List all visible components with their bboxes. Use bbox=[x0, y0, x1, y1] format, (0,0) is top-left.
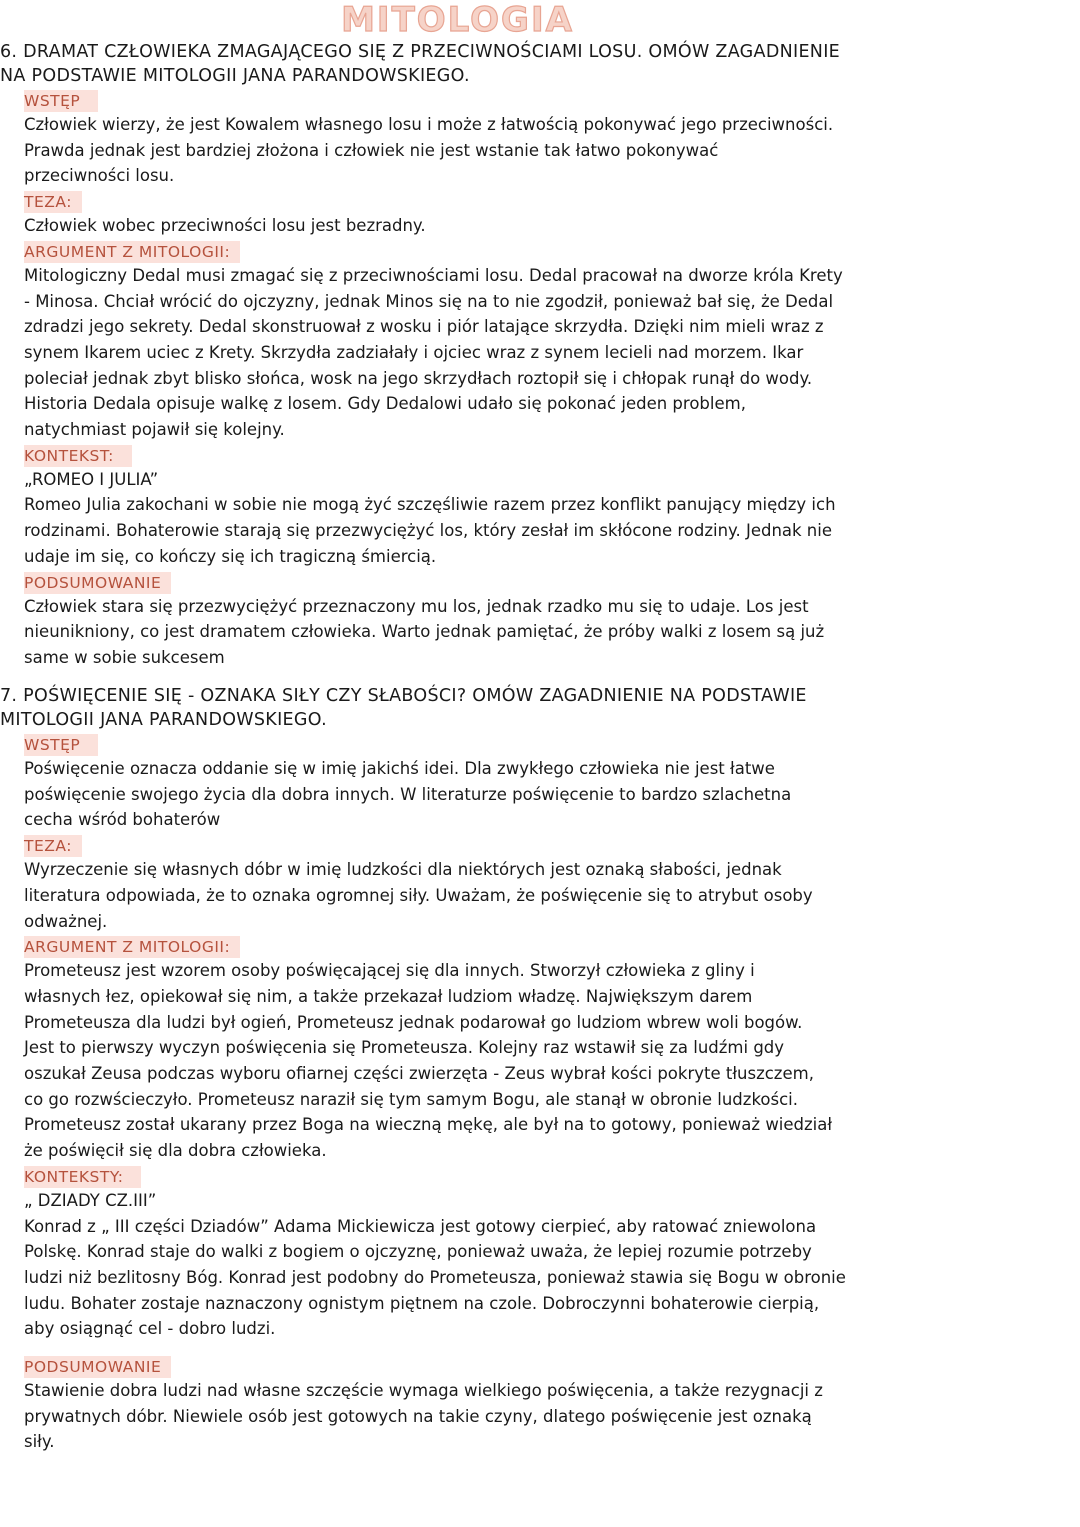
q6-summary-line: nieunikniony, co jest dramatem człowieka. Warto jednak pamiętać, że próby walki z losem są już bbox=[24, 622, 825, 642]
q6-context-line: udaje im się, co kończy się ich tragiczną śmiercią. bbox=[24, 546, 437, 566]
q7-wstep-line: cecha wśród bohaterów bbox=[24, 810, 221, 830]
q7-argument-line: Prometeusza dla ludzi był ogień, Prometeusz jednak podarował go ludziom wbrew woli bogów. bbox=[24, 1012, 803, 1032]
q6-argument-line: zdradzi jego sekrety. Dedal skonstruował z wosku i piór latające skrzydła. Dzięki nim mieli wraz z bbox=[24, 317, 824, 337]
q6-context-line: Romeo Julia zakochani w sobie nie mogą żyć szczęśliwie razem przez konflikt panujący między ich bbox=[24, 495, 836, 515]
q7-context-line: ludzi niż bezlitosny Bóg. Konrad jest podobny do Prometeusza, ponieważ stawia się Bogu w obronie bbox=[24, 1267, 846, 1287]
q6-argument-line: natychmiast pojawił się kolejny. bbox=[24, 420, 285, 440]
q6-summary-line: same w sobie sukcesem bbox=[24, 647, 225, 667]
question-6-title-line-2: NA PODSTAWIE MITOLOGII JANA PARANDOWSKIEGO. bbox=[0, 66, 470, 86]
q7-summary-line: siły. bbox=[24, 1432, 55, 1452]
q6-argument-line: poleciał jednak zbyt blisko słońca, wosk na jego skrzydłach roztopił się i chłopak runął do wody. bbox=[24, 368, 813, 388]
q6-context-title: „ROMEO I JULIA” bbox=[24, 469, 159, 489]
q7-wstep-line: poświęcenie swojego życia dla dobra innych. W literaturze poświęcenie to bardzo szlachetna bbox=[24, 784, 792, 804]
question-6-section bbox=[0, 40, 880, 671]
question-7-title-line-2: MITOLOGII JANA PARANDOWSKIEGO. bbox=[0, 710, 327, 730]
q6-argument-line: - Minosa. Chciał wrócić do ojczyzny, jednak Minos się na to nie zgodził, ponieważ bał się, że Dedal bbox=[24, 291, 834, 311]
q7-context-title: „ DZIADY CZ.III” bbox=[24, 1190, 157, 1210]
q6-wstep-line: Człowiek wierzy, że jest Kowalem własnego losu i może z łatwością pokonywać jego przeciwności. bbox=[24, 115, 834, 134]
q6-wstep-line: Prawda jednak jest bardziej złożona i człowiek nie jest wstanie tak łatwo pokonywać bbox=[24, 140, 719, 160]
q7-context-label: KONTEKSTY: bbox=[24, 1166, 141, 1188]
q6-intro-block bbox=[24, 88, 880, 671]
q6-argument-label: ARGUMENT Z MITOLOGII: bbox=[24, 241, 240, 263]
q7-summary-line: prywatnych dóbr. Niewiele osób jest gotowych na takie czyny, dlatego poświęcenie jest oznaką bbox=[24, 1406, 812, 1426]
q6-teza-label: TEZA: bbox=[24, 191, 82, 213]
page-title: MITOLOGIA bbox=[341, 0, 574, 40]
q7-teza-line: Wyrzeczenie się własnych dóbr w imię ludzkości dla niektórych jest oznaką słabości, jednak bbox=[24, 860, 782, 880]
q6-wstep-label: WSTĘP bbox=[24, 90, 98, 112]
q7-wstep-line: Poświęcenie oznacza oddanie się w imię jakichś idei. Dla zwykłego człowieka nie jest łatwe bbox=[24, 759, 775, 778]
q7-argument-line: własnych łez, opiekował się nim, a także przekazał ludziom władzę. Największym darem bbox=[24, 986, 753, 1006]
q7-argument-line: że poświęcił się dla dobra człowieka. bbox=[24, 1141, 327, 1161]
q6-context-line: rodzinami. Bohaterowie starają się przezwyciężyć los, który zesłał im skłócone rodziny. Jednak nie bbox=[24, 521, 833, 541]
q7-wstep-label: WSTĘP bbox=[24, 734, 98, 756]
q7-argument-line: oszukał Zeusa podczas wyboru ofiarnej części zwierzęta - Zeus wybrał kości pokryte tłuszczem, bbox=[24, 1064, 814, 1084]
q7-argument-line: Prometeusz został ukarany przez Boga na wieczną mękę, ale był na to gotowy, ponieważ wiedział bbox=[24, 1115, 833, 1135]
q6-summary-line: Człowiek stara się przezwyciężyć przeznaczony mu los, jednak rzadko mu się to udaje. Los jest bbox=[24, 596, 809, 616]
q7-context-line: aby osiągnąć cel - dobro ludzi. bbox=[24, 1319, 276, 1339]
q6-argument-line: Historia Dedala opisuje walkę z losem. Gdy Dedalowi udało się pokonać jeden problem, bbox=[24, 394, 746, 414]
q7-teza-label: TEZA: bbox=[24, 835, 82, 857]
q7-summary-label: PODSUMOWANIE bbox=[24, 1356, 171, 1378]
q6-wstep-line: przeciwności losu. bbox=[24, 166, 175, 186]
q6-summary-label: PODSUMOWANIE bbox=[24, 572, 171, 594]
q7-intro-block bbox=[24, 732, 880, 1455]
q6-context-label: KONTEKST: bbox=[24, 445, 132, 467]
question-7-title-line-1: 7. POŚWIĘCENIE SIĘ - OZNAKA SIŁY CZY SŁABOŚCI? OMÓW ZAGADNIENIE NA PODSTAWIE bbox=[0, 686, 807, 706]
q7-argument-line: Jest to pierwszy wyczyn poświęcenia się Prometeusza. Kolejny raz wstawił się za ludźmi gdy bbox=[24, 1038, 785, 1058]
q7-context-line: Polskę. Konrad staje do walki z bogiem o ojczyznę, ponieważ uważa, że lepiej rozumie potrzeby bbox=[24, 1242, 812, 1262]
question-6-title-line-1: 6. DRAMAT CZŁOWIEKA ZMAGAJĄCEGO SIĘ Z PRZECIWNOŚCIAMI LOSU. OMÓW ZAGADNIENIE bbox=[0, 42, 841, 62]
q7-teza-line: literatura odpowiada, że to oznaka ogromnej siły. Uważam, że poświęcenie się to atrybut osoby bbox=[24, 885, 813, 905]
q7-summary-line: Stawienie dobra ludzi nad własne szczęście wymaga wielkiego poświęcenia, a także rezygnacji z bbox=[24, 1381, 823, 1401]
q7-argument-line: co go rozwścieczyło. Prometeusz naraził się tym samym Bogu, ale stanął w obronie ludzkości. bbox=[24, 1089, 799, 1109]
q7-argument-label: ARGUMENT Z MITOLOGII: bbox=[24, 936, 240, 958]
q6-argument-line: synem Ikarem uciec z Krety. Skrzydła zadziałały i ojciec wraz z synem lecieli nad morzem. Ikar bbox=[24, 342, 804, 362]
question-7-section bbox=[0, 684, 880, 1455]
q7-argument-line: Prometeusz jest wzorem osoby poświęcającej się dla innych. Stworzył człowieka z gliny i bbox=[24, 961, 755, 981]
q7-teza-line: odważnej. bbox=[24, 911, 108, 931]
q6-argument-line: Mitologiczny Dedal musi zmagać się z przeciwnościami losu. Dedal pracował na dworze króla Krety bbox=[24, 265, 843, 285]
q7-context-line: Konrad z „ III części Dziadów” Adama Mickiewicza jest gotowy cierpieć, aby ratować zniewolona bbox=[24, 1216, 817, 1236]
q6-teza-line: Człowiek wobec przeciwności losu jest bezradny. bbox=[24, 216, 426, 236]
q7-context-line: ludu. Bohater zostaje naznaczony ognistym piętnem na czole. Dobroczynni bohaterowie cierpią, bbox=[24, 1293, 820, 1313]
